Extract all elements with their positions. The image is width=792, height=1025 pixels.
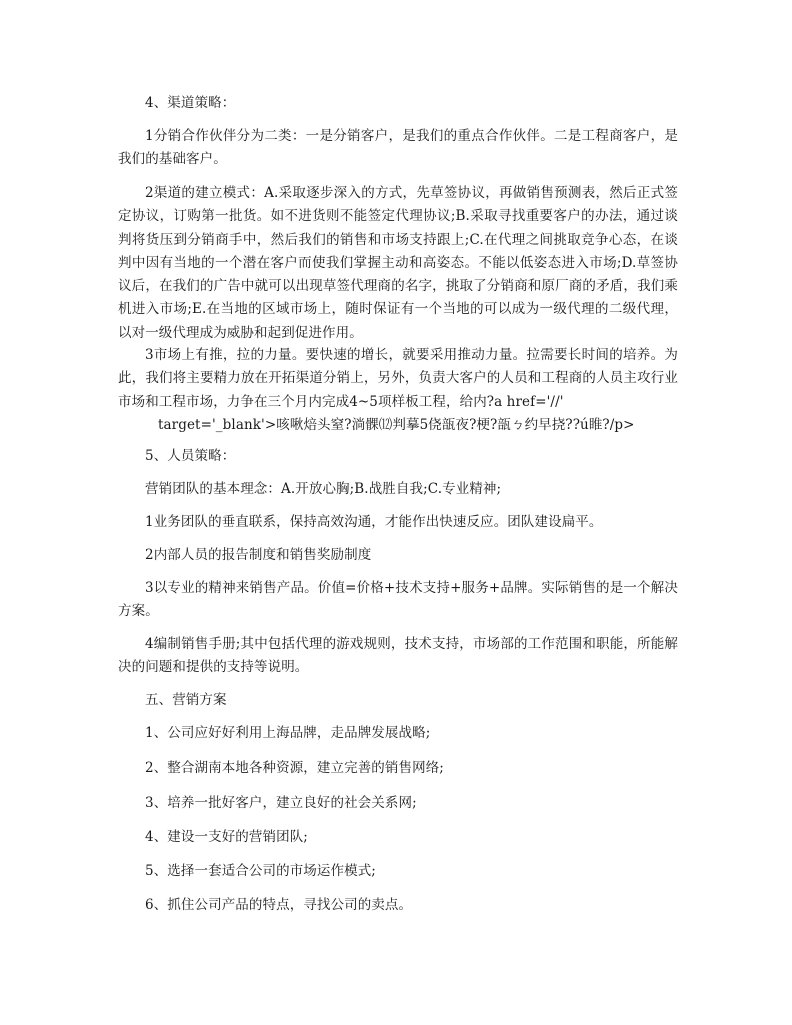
heading-channel-strategy: 4、渠道策略：	[145, 95, 236, 111]
heading-marketing-plan: 五、营销方案	[145, 692, 227, 708]
paragraph-team-concept: 营销团队的基本理念：A.开放心胸;B.战胜自我;C.专业精神;	[145, 481, 502, 497]
list-item-brand: 1、公司应好好利用上海品牌，走品牌发展战略;	[145, 725, 431, 741]
paragraph-reporting-system: 2内部人员的报告制度和销售奖励制度	[145, 547, 372, 563]
list-item-customers: 3、培养一批好客户，建立良好的社会关系网;	[145, 795, 417, 811]
garbled-link-text: target='_blank'>咳啾焙头窒?淌髁⑿判摹5侥瓿夜?梗?瓿ㄅ约早挠??ú睢?/p>	[158, 416, 635, 433]
list-item-operating-model: 5、选择一套适合公司的市场运作模式;	[145, 863, 376, 879]
paragraph-professional-sales: 3以专业的精神来销售产品。价值=价格+技术支持+服务+品牌。实际销售的是一个解决方案。	[118, 580, 678, 620]
list-item-selling-points: 6、抓住公司产品的特点，寻找公司的卖点。	[145, 897, 413, 913]
paragraph-market-push-pull: 3市场上有推，拉的力量。要快速的增长，就要采用推动力量。拉需要长时间的培养。为此，我们将主要精力放在开拓渠道分销上，另外，负责大客户的人员和工程商的人员主攻行业市场和工程市场，力争在三个月内完成4~5项样板工程，给内?a href='//' target='_blank'>咳啾焙头窒?淌髁⑿判摹5侥瓿夜?梗?瓿ㄅ约早挠??ú睢?/p>	[118, 344, 678, 437]
heading-personnel-strategy: 5、人员策略：	[145, 448, 236, 464]
paragraph-channel-model: 2渠道的建立模式：A.采取逐步深入的方式，先草签协议，再做销售预测表，然后正式签定协议，订购第一批货。如不进货则不能签定代理协议;B.采取寻找重要客户的办法，通过谈判将货压到分销商手中，然后我们的销售和市场支持跟上;C.在代理之间挑取竞争心态，在谈判中因有当地的一个潜在客户而使我们掌握主动和高姿态。不能以低姿态进入市场;D.草签协议后，在我们的广告中就可以出现草签代理商的名字，挑取了分销商和原厂商的矛盾，我们乘机进入市场;E.在当地的区域市场上，随时保证有一个当地的可以成为一级代理的二级代理，以对一级代理成为威胁和起到促进作用。	[118, 185, 678, 341]
paragraph-partner-types: 1分销合作伙伴分为二类：一是分销客户，是我们的重点合作伙伴。二是工程商客户，是我们的基础客户。	[118, 128, 678, 168]
list-item-team: 4、建设一支好的营销团队;	[145, 829, 308, 845]
paragraph-sales-manual: 4编制销售手册;其中包括代理的游戏规则，技术支持，市场部的工作范围和职能，所能解决的问题和提供的支持等说明。	[118, 636, 678, 676]
list-item-resources: 2、整合湖南本地各种资源，建立完善的销售网络;	[145, 760, 444, 776]
paragraph-team-vertical: 1业务团队的垂直联系，保持高效沟通，才能作出快速反应。团队建设扁平。	[145, 514, 603, 530]
